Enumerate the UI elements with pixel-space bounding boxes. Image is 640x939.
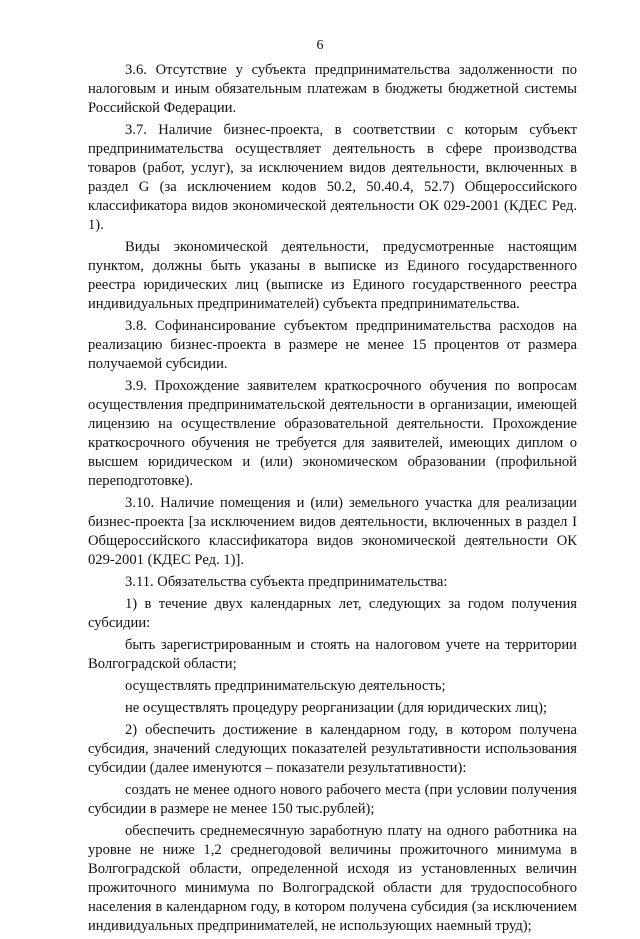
paragraph-3-9: 3.9. Прохождение заявителем краткосрочного обучения по вопросам осуществления предпринимательской деятельности в организации, имеющей лицензию на осуществление образовательной деятельности. Прохождение краткосрочного обучения не требуется для заявителей, имеющих диплом о высшем юридическом и (или) экономическом образовании (профильной переподготовке). <box>88 378 577 489</box>
page-number: 6 <box>316 38 324 53</box>
paragraph-3-11: 3.11. Обязательства субъекта предпринимательства: <box>125 574 448 590</box>
paragraph-obligation-2: 2) обеспечить достижение в календарном году, в котором получена субсидия, значений следующих показателей результативности использования субсидии (далее именуются – показатели результативности): <box>88 722 577 776</box>
paragraph-3-7: 3.7. Наличие бизнес-проекта, в соответствии с которым субъект предпринимательства осуществляет деятельность в сфере производства товаров (работ, услуг), за исключением видов деятельности, включенных в раздел G (за исключением кодов 50.2, 50.40.4, 52.7) Общероссийского классификатора видов экономической деятельности ОК 029-2001 (КДЕС Ред. 1). <box>88 122 577 233</box>
paragraph-3-6: 3.6. Отсутствие у субъекта предпринимательства задолженности по налоговым и иным обязательным платежам в бюджеты бюджетной системы Российской Федерации. <box>88 62 577 116</box>
paragraph-obligation-1: 1) в течение двух календарных лет, следующих за годом получения субсидии: <box>88 596 577 631</box>
paragraph-3-10: 3.10. Наличие помещения и (или) земельного участка для реализации бизнес-проекта [за исключением видов деятельности, включенных в раздел I Общероссийского классификатора видов экономической деятельности ОК 029-2001 (КДЕС Ред. 1)]. <box>88 495 577 568</box>
paragraph-no-reorganization: не осуществлять процедуру реорганизации (для юридических лиц); <box>125 700 548 716</box>
paragraph-average-salary: обеспечить среднемесячную заработную плату на одного работника на уровне не ниже 1,2 среднегодовой величины прожиточного минимума в Волгоградской области, определенной исходя из установленных величин прожиточного минимума по Волгоградской области для трудоспособного населения в календарном году, в котором получена субсидия (за исключением индивидуальных предпринимателей, не использующих наемный труд); <box>88 823 577 934</box>
paragraph-3-8: 3.8. Софинансирование субъектом предпринимательства расходов на реализацию бизнес-проекта в размере не менее 15 процентов от размера получаемой субсидии. <box>88 318 577 372</box>
document-body <box>88 61 577 939</box>
paragraph-business-activity: осуществлять предпринимательскую деятельность; <box>125 678 446 694</box>
paragraph-registration: быть зарегистрированным и стоять на налоговом учете на территории Волгоградской области; <box>88 637 577 672</box>
paragraph-new-job: создать не менее одного нового рабочего места (при условии получения субсидии в размере не менее 150 тыс.рублей); <box>88 782 577 817</box>
paragraph-activity-types: Виды экономической деятельности, предусмотренные настоящим пунктом, должны быть указаны в выписке из Единого государственного реестра юридических лиц (выписке из Единого государственного реестра индивидуальных предпринимателей) субъекта предпринимательства. <box>88 239 577 312</box>
